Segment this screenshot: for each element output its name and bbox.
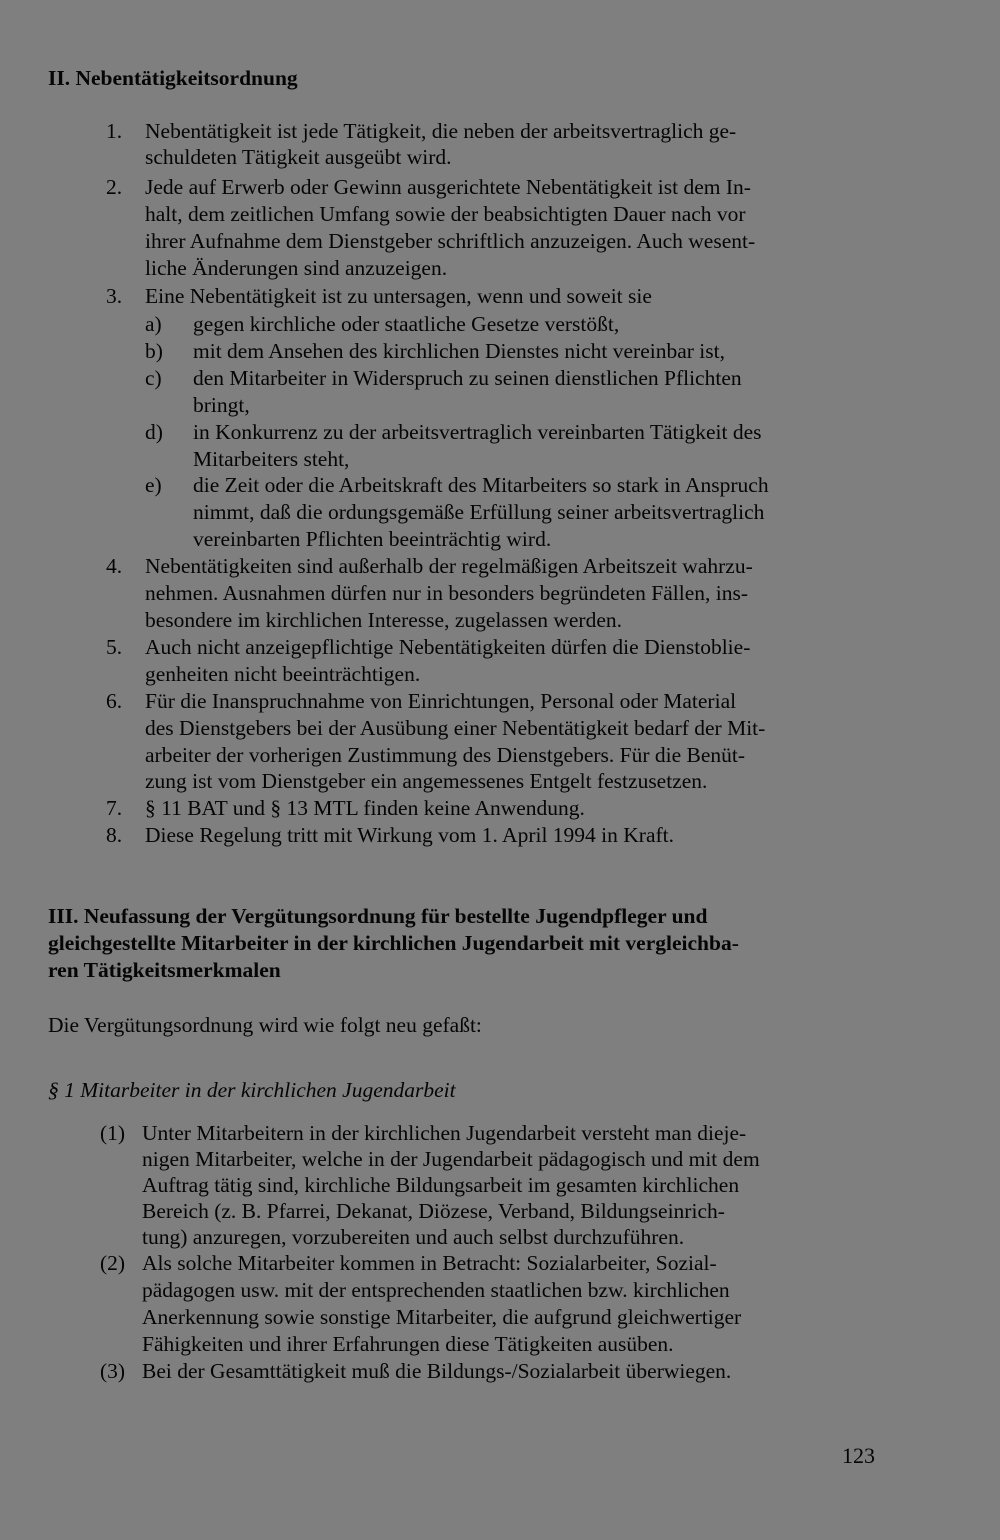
sub-item-label: b) — [145, 339, 163, 363]
item-number: 5. — [106, 635, 123, 659]
page-number: 123 — [842, 1443, 875, 1468]
item-number: 4. — [106, 554, 123, 578]
sub-item-label: d) — [145, 420, 163, 444]
item-line: liche Änderungen sind anzuzeigen. — [145, 256, 448, 280]
item-number: 6. — [106, 689, 123, 713]
item-line: Eine Nebentätigkeit ist zu untersagen, wenn und soweit sie — [145, 284, 652, 308]
item-number: 1. — [106, 119, 123, 143]
item-number: (3) — [100, 1359, 126, 1383]
sub-item-line: in Konkurrenz zu der arbeitsvertraglich vereinbarten Tätigkeit des — [193, 420, 762, 444]
section-heading-line: gleichgestellte Mitarbeiter in der kirchlichen Jugendarbeit mit vergleichba- — [48, 931, 739, 955]
item-number: 3. — [106, 284, 123, 308]
sub-item-line: Mitarbeiters steht, — [193, 447, 350, 471]
item-line: des Dienstgebers bei der Ausübung einer Nebentätigkeit bedarf der Mit- — [145, 716, 766, 740]
item-number: 2. — [106, 175, 123, 199]
sub-item-label: c) — [145, 366, 162, 390]
item-line: Auch nicht anzeigepflichtige Nebentätigkeiten dürfen die Dienstoblie- — [145, 635, 751, 659]
item-line: nigen Mitarbeiter, welche in der Jugendarbeit pädagogisch und mit dem — [142, 1147, 760, 1171]
sub-item-line: gegen kirchliche oder staatliche Gesetze verstößt, — [193, 312, 620, 336]
item-line: § 11 BAT und § 13 MTL finden keine Anwendung. — [145, 796, 585, 820]
item-line: tung) anzuregen, vorzubereiten und auch selbst durchzuführen. — [142, 1225, 685, 1249]
item-line: Fähigkeiten und ihrer Erfahrungen diese Tätigkeiten ausüben. — [142, 1332, 674, 1356]
sub-item-line: nimmt, daß die ordungsgemäße Erfüllung seiner arbeitsvertraglich — [193, 500, 765, 524]
item-number: (2) — [100, 1251, 126, 1275]
sub-item-line: den Mitarbeiter in Widerspruch zu seinen dienstlichen Pflichten — [193, 366, 742, 390]
item-number: (1) — [100, 1121, 126, 1145]
item-number: 7. — [106, 796, 123, 820]
item-line: Als solche Mitarbeiter kommen in Betracht: Sozialarbeiter, Sozial- — [142, 1251, 717, 1275]
item-line: Nebentätigkeiten sind außerhalb der regelmäßigen Arbeitszeit wahrzu- — [145, 554, 753, 578]
item-line: pädagogen usw. mit der entsprechenden staatlichen bzw. kirchlichen — [142, 1278, 730, 1302]
sub-item-line: mit dem Ansehen des kirchlichen Dienstes nicht vereinbar ist, — [193, 339, 725, 363]
item-line: Für die Inanspruchnahme von Einrichtungen, Personal oder Material — [145, 689, 737, 713]
item-line: zung ist vom Dienstgeber ein angemessenes Entgelt festzusetzen. — [145, 769, 708, 793]
item-line: Diese Regelung tritt mit Wirkung vom 1. April 1994 in Kraft. — [145, 823, 675, 847]
item-line: ihrer Aufnahme dem Dienstgeber schriftlich anzuzeigen. Auch wesent- — [145, 229, 756, 253]
section-heading: II. Nebentätigkeitsordnung — [48, 66, 298, 90]
item-line: schuldeten Tätigkeit ausgeübt wird. — [145, 145, 452, 169]
item-line: Jede auf Erwerb oder Gewinn ausgerichtete Nebentätigkeit ist dem In- — [145, 175, 751, 199]
paragraph-title: § 1 Mitarbeiter in der kirchlichen Jugendarbeit — [48, 1078, 456, 1102]
item-line: Bei der Gesamttätigkeit muß die Bildungs-/Sozialarbeit überwiegen. — [142, 1359, 732, 1383]
item-line: nehmen. Ausnahmen dürfen nur in besonders begründeten Fällen, ins- — [145, 581, 749, 605]
item-line: Nebentätigkeit ist jede Tätigkeit, die neben der arbeitsvertraglich ge- — [145, 119, 737, 143]
item-line: genheiten nicht beeinträchtigen. — [145, 662, 421, 686]
sub-item-line: bringt, — [193, 393, 250, 417]
section-heading-line: III. Neufassung der Vergütungsordnung für bestellte Jugendpfleger und — [48, 904, 708, 928]
sub-item-line: die Zeit oder die Arbeitskraft des Mitarbeiters so stark in Anspruch — [193, 473, 769, 497]
intro-text: Die Vergütungsordnung wird wie folgt neu gefaßt: — [48, 1013, 482, 1037]
sub-item-label: a) — [145, 312, 162, 336]
item-line: halt, dem zeitlichen Umfang sowie der beabsichtigten Dauer nach vor — [145, 202, 746, 226]
sub-item-line: vereinbarten Pflichten beeinträchtig wird. — [193, 527, 552, 551]
item-line: Unter Mitarbeitern in der kirchlichen Jugendarbeit versteht man dieje- — [142, 1121, 747, 1145]
section-heading-line: ren Tätigkeitsmerkmalen — [48, 958, 281, 982]
item-number: 8. — [106, 823, 123, 847]
item-line: Bereich (z. B. Pfarrei, Dekanat, Diözese, Verband, Bildungseinrich- — [142, 1199, 725, 1223]
sub-item-label: e) — [145, 473, 162, 497]
item-line: Auftrag tätig sind, kirchliche Bildungsarbeit im gesamten kirchlichen — [142, 1173, 740, 1197]
item-line: arbeiter der vorherigen Zustimmung des Dienstgebers. Für die Benüt- — [145, 743, 746, 767]
item-line: Anerkennung sowie sonstige Mitarbeiter, die aufgrund gleichwertiger — [142, 1305, 742, 1329]
item-line: besondere im kirchlichen Interesse, zugelassen werden. — [145, 608, 622, 632]
